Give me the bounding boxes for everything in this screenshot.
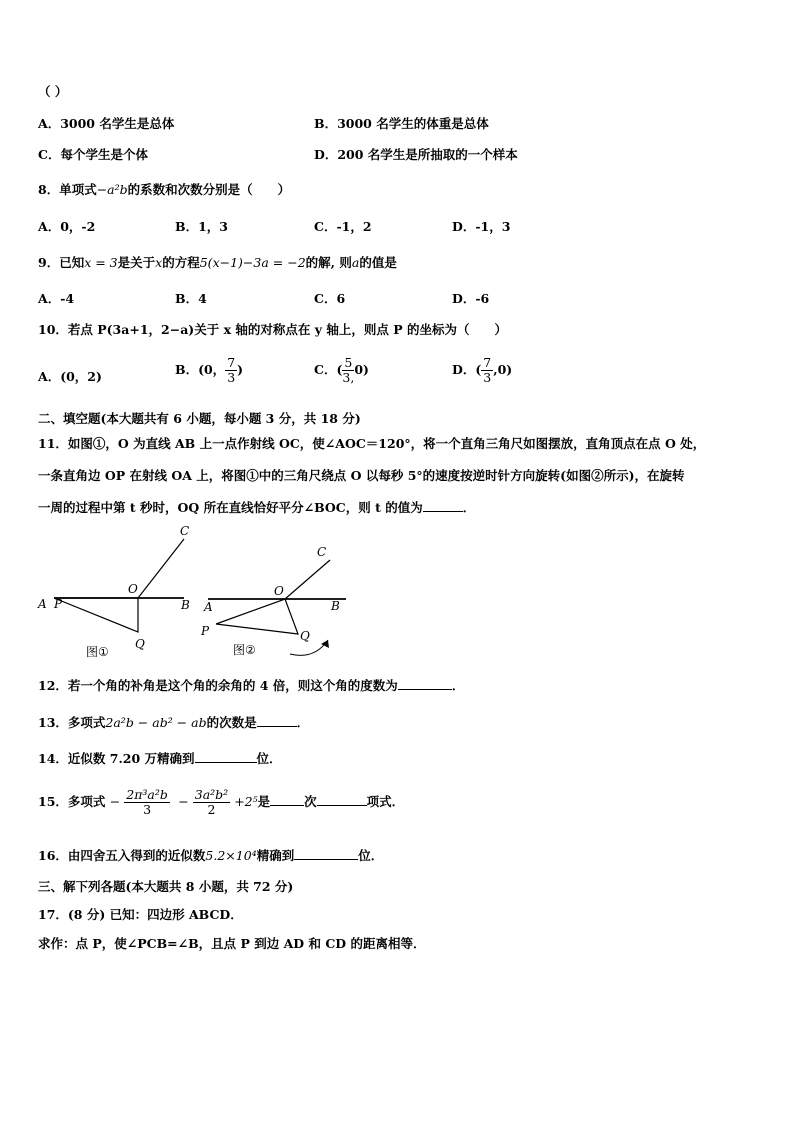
q14-stem [38, 750, 282, 767]
fig2-label-q: Q [300, 629, 310, 643]
q7-option-b: B．3000 名学生的体重是总体 [314, 116, 489, 131]
q8-pre: 8．单项式 [38, 182, 97, 197]
q9-var: x [155, 255, 163, 270]
q9-stem [38, 255, 397, 271]
q10-d-post: ,0) [493, 362, 513, 377]
q16-end: 位． [358, 848, 384, 863]
q10-option-b [175, 356, 243, 385]
q11-line2: 一条直角边 OP 在射线 OA 上，将图①中的三角尺绕点 O 以每秒 5°的速度按逆时针方向旋转(如图②所示)，在旋转 [38, 468, 685, 483]
q9-option-d: D．-6 [452, 291, 490, 306]
q15-blank-degree [270, 793, 304, 806]
q9-post: 的值是 [359, 255, 397, 270]
q9-mid3: 的解, 则 [305, 255, 352, 270]
q14-text: 14．近似数 7.20 万精确到 [38, 751, 195, 766]
q15-frac2-num: 3a²b² [194, 787, 229, 802]
fig1-caption: 图① [86, 645, 109, 659]
q16-expr: 5.2×10⁴ [205, 848, 257, 863]
q10-option-a: A．(0，2) [38, 369, 102, 384]
q10-d-num: 7 [483, 355, 492, 370]
q10-c-pre: C．( [314, 362, 343, 377]
q7-option-c: C．每个学生是个体 [38, 147, 148, 162]
q12-stem [38, 677, 464, 694]
q15-post1: 是 [257, 794, 271, 809]
q11-line3 [38, 499, 475, 516]
q8-option-c: C．-1，2 [314, 219, 372, 234]
q16-pre: 16．由四舍五入得到的近似数 [38, 848, 206, 863]
q12-answer-blank [398, 677, 452, 690]
q7-option-a: A．3000 名学生是总体 [38, 116, 175, 131]
q13-expr: 2a²b − ab² − ab [105, 715, 207, 730]
figure-2 [198, 540, 350, 664]
q7-option-d: D．200 名学生是所抽取的一个样本 [314, 147, 518, 162]
fig2-label-b: B [331, 599, 340, 613]
q17-line2: 求作：点 P，使∠PCB=∠B，且点 P 到边 AD 和 CD 的距离相等． [38, 936, 426, 951]
q12-text: 12．若一个角的补角是这个角的余角的 4 倍，则这个角的度数为 [38, 678, 398, 693]
q9-cond: x = 3 [84, 255, 118, 270]
q8-post: 的系数和次数分别是（ ） [127, 182, 291, 197]
fig1-label-q: Q [135, 637, 145, 651]
q17-line1: 17．(8 分) 已知：四边形 ABCD． [38, 907, 243, 922]
section-2-heading: 二、填空题(本大题共有 6 小题，每小题 3 分，共 18 分) [38, 411, 361, 426]
fig2-label-o: O [274, 584, 284, 598]
q10-c-num: 5 [344, 355, 353, 370]
fig2-caption: 图② [233, 643, 256, 657]
section-3-heading: 三、解下列各题(本大题共 8 小题，共 72 分) [38, 879, 294, 894]
q9-mid1: 是关于 [117, 255, 156, 270]
q9-option-a: A．-4 [38, 291, 75, 306]
q8-stem [38, 182, 290, 198]
q16-answer-blank [294, 847, 358, 860]
q15-frac1-den: 3 [143, 802, 152, 817]
q15-post3: 项式． [366, 794, 405, 809]
q16-post: 精确到 [256, 848, 295, 863]
q14-answer-blank [195, 750, 257, 763]
q15-stem: 15．多项式 − $\frac{\text{2π³a²b}}{3}$ − $\frac{\text{3a²b²}}{2}$ +2⁵是 次 项式． [38, 787, 405, 817]
q10-b-num: 7 [227, 355, 236, 370]
q8-expr: −a²b [96, 182, 128, 197]
q8-option-a: A．0，-2 [38, 219, 96, 234]
q11-end: ． [462, 500, 476, 515]
fig1-label-c: C [180, 524, 190, 538]
fig1-label-b: B [181, 598, 190, 612]
q10-c-den: 3, [342, 370, 355, 385]
fig1-label-o: O [128, 582, 138, 596]
q9-option-c: C．6 [314, 291, 346, 306]
fig2-label-p: P [201, 624, 210, 638]
q13-end: ． [296, 715, 310, 730]
q10-option-d [452, 356, 512, 385]
q7-paren: （ ） [38, 84, 68, 99]
fig2-label-c: C [317, 545, 327, 559]
q15-tail: +2⁵ [234, 794, 258, 809]
q13-stem [38, 714, 309, 731]
q8-option-b: B．1，3 [175, 219, 228, 234]
q10-d-den: 3 [483, 370, 492, 385]
q9-equation: 5(x−1)−3a = −2 [199, 255, 306, 270]
figure-1 [34, 522, 202, 662]
fig2-triangle [216, 599, 298, 634]
q15-pre: 15．多项式 [38, 794, 106, 809]
q16-stem [38, 847, 383, 864]
fig1-ray-oc [138, 539, 184, 598]
fig2-ray-oc [285, 560, 330, 599]
q15-blank-terms [317, 793, 367, 806]
fig1-label-a: A [38, 597, 47, 611]
q10-b-den: 3 [227, 370, 236, 385]
q9-mid2: 的方程 [162, 255, 200, 270]
q11-line1: 11．如图①，O 为直线 AB 上一点作射线 OC，使∠AOC＝120°，将一个直角三角尺如图摆放，直角顶点在点 O 处， [38, 436, 706, 451]
q11-line3-text: 一周的过程中第 t 秒时，OQ 所在直线恰好平分∠BOC，则 t 的值为 [38, 500, 423, 515]
q13-pre: 13．多项式 [38, 715, 106, 730]
q10-b-pre: B．(0， [175, 362, 226, 377]
fig1-label-p: P [54, 597, 63, 611]
q15-frac2-den: 2 [207, 802, 216, 817]
q10-c-post: 0) [354, 362, 369, 377]
q12-end: ． [451, 678, 465, 693]
fig2-label-a: A [204, 600, 213, 614]
q11-answer-blank [423, 499, 463, 512]
q14-end: 位． [256, 751, 282, 766]
q13-answer-blank [257, 714, 297, 727]
q9-option-b: B．4 [175, 291, 207, 306]
q9-var2: a [351, 255, 360, 270]
q8-option-d: D．-1，3 [452, 219, 511, 234]
fig1-triangle [54, 598, 138, 632]
q10-stem: 10．若点 P(3a+1，2−a)关于 x 轴的对称点在 y 轴上，则点 P 的坐标为（ ） [38, 322, 507, 337]
q10-option-c [314, 356, 369, 385]
q15-frac1-num: 2π³a²b [126, 787, 168, 802]
q13-post: 的次数是 [206, 715, 257, 730]
q10-b-post: ) [237, 362, 244, 377]
q15-post2: 次 [304, 794, 317, 809]
q9-pre: 9．已知 [38, 255, 85, 270]
q10-d-pre: D．( [452, 362, 482, 377]
